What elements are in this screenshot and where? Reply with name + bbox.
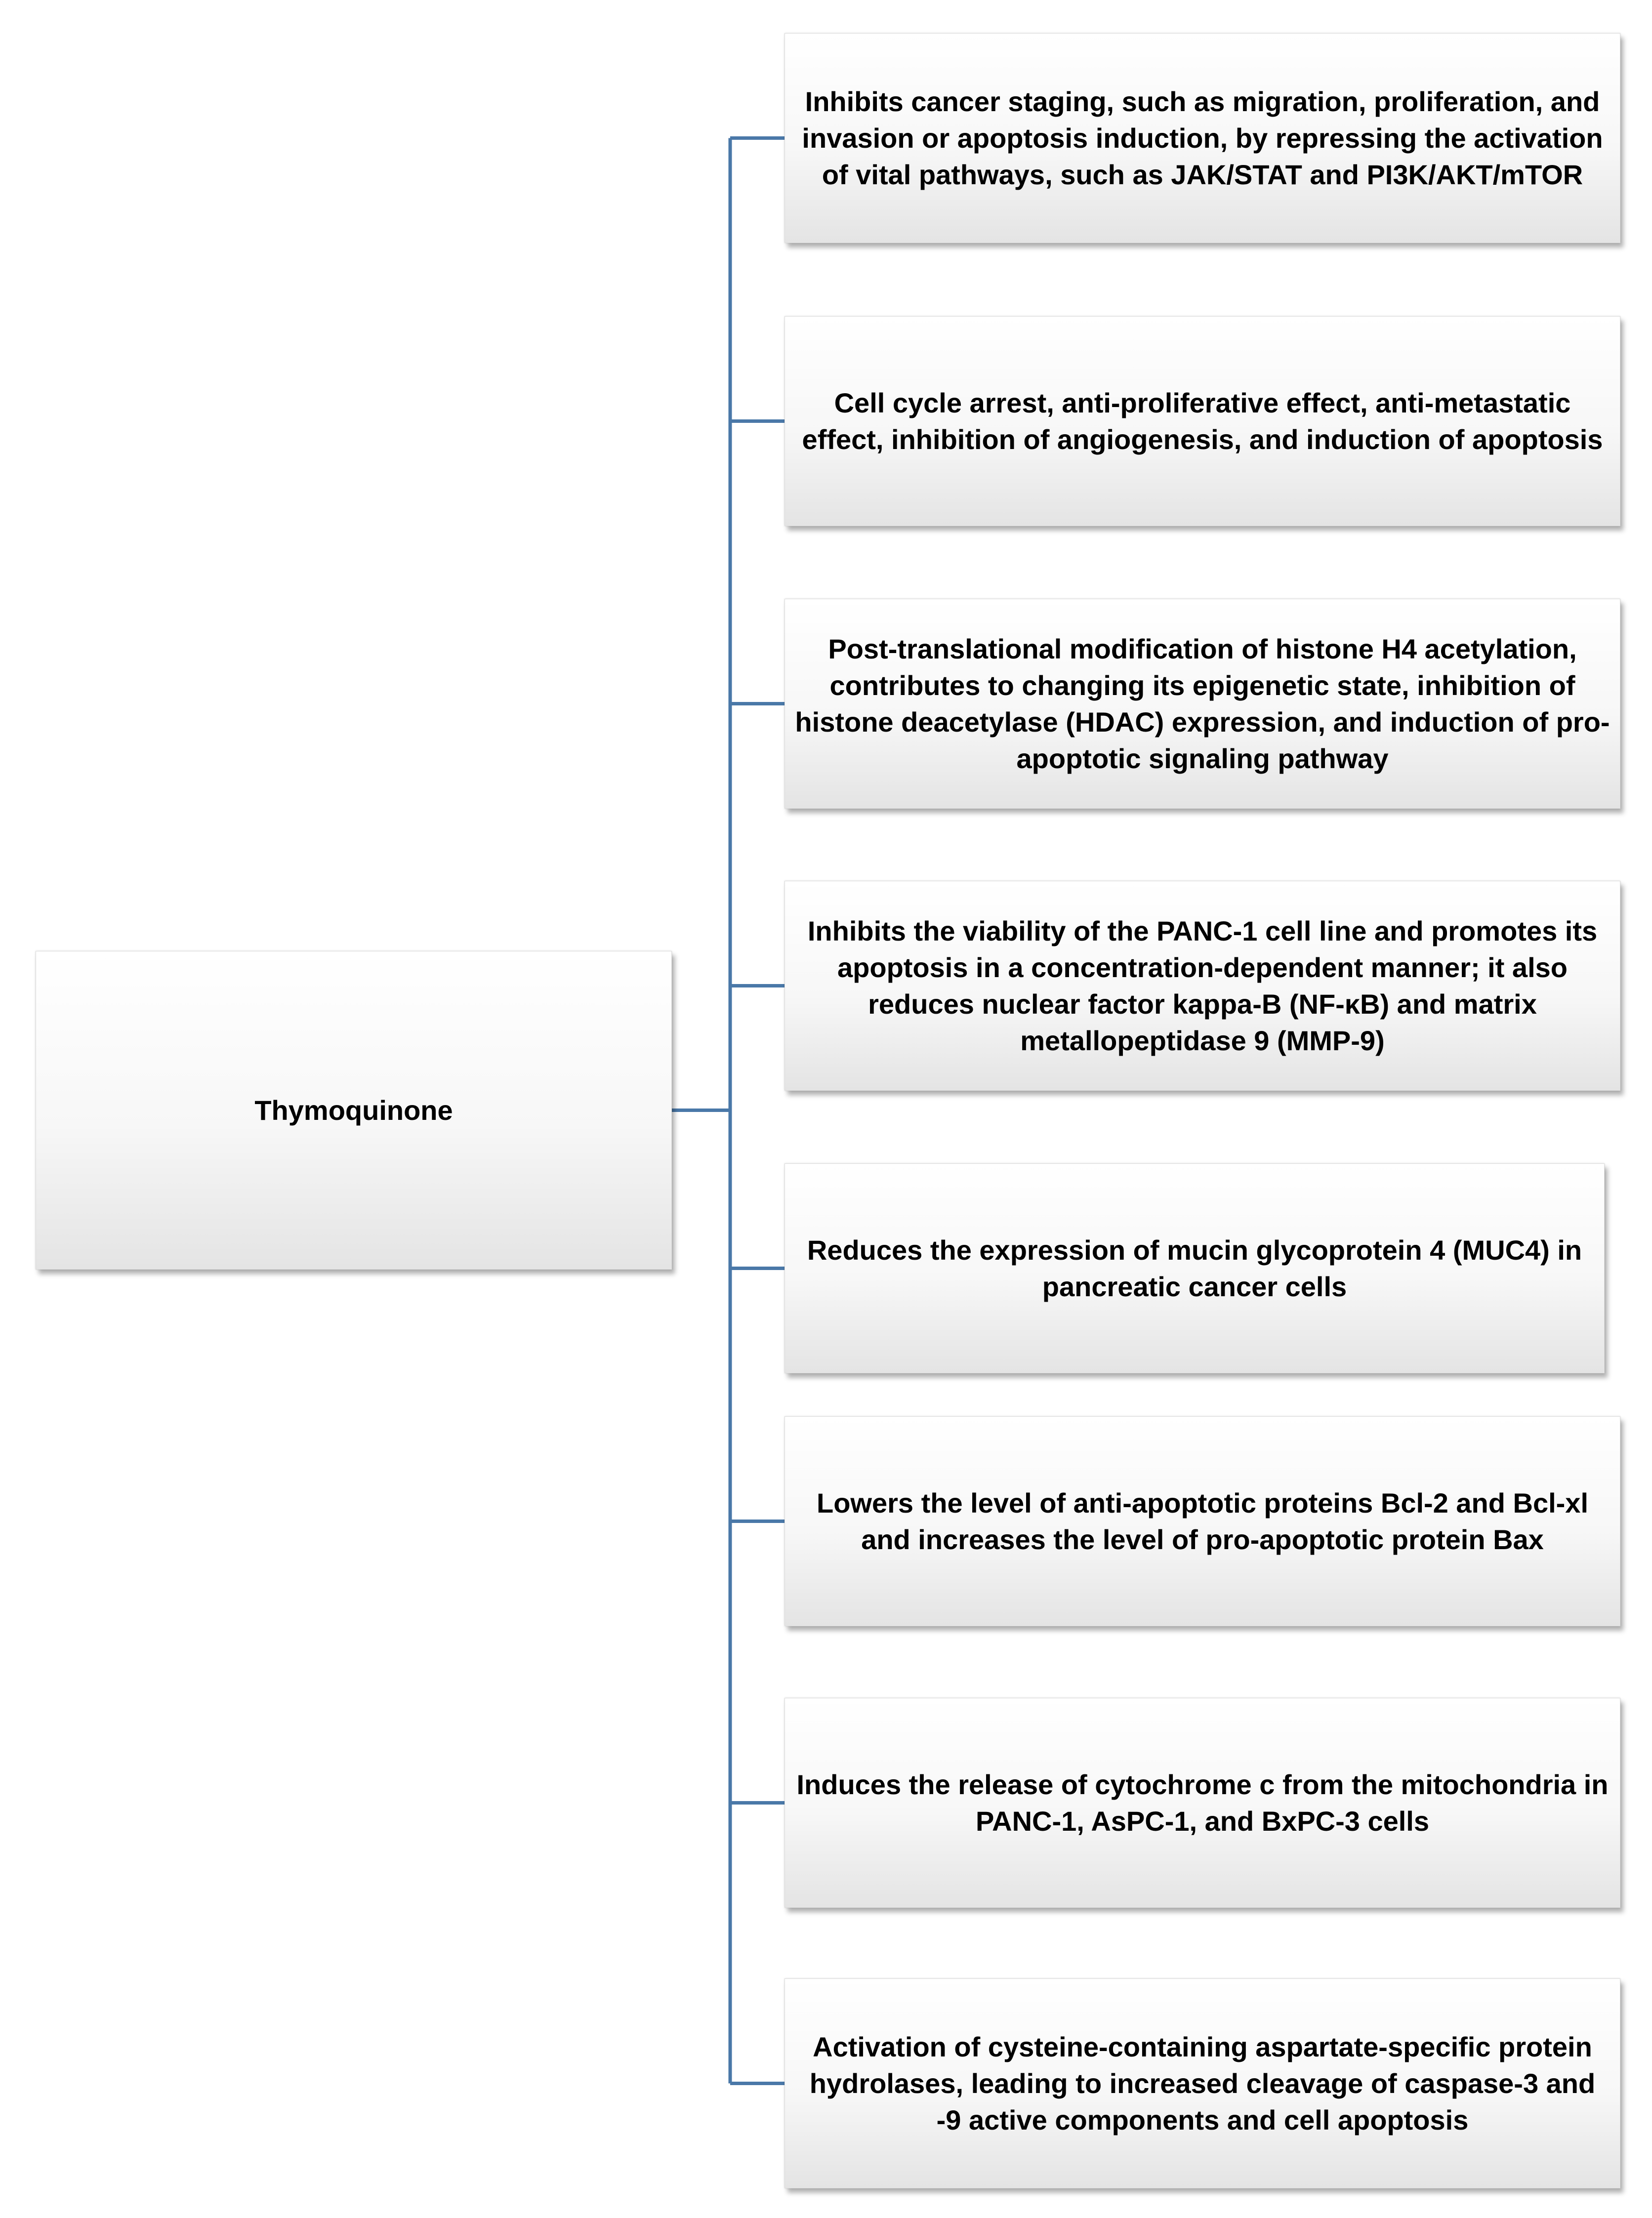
effect-text-8: Activation of cysteine-containing aspartate-specific protein hydrolases, leading to increased cleavage of caspase-3 and -9 active components and cell apoptosis xyxy=(809,2031,1596,2136)
effect-text-4: Inhibits the viability of the PANC-1 cell line and promotes its apoptosis in a concentration-dependent manner; it also reduces nuclear factor kappa-B (NF-κB) and matrix metallopeptidase 9 (MMP-9) xyxy=(807,915,1598,1056)
root-node-label: Thymoquinone xyxy=(254,1094,453,1126)
effect-box-5 xyxy=(785,1163,1605,1373)
effect-box-4 xyxy=(785,881,1620,1091)
effect-box-7 xyxy=(785,1698,1620,1908)
effect-text-1: Inhibits cancer staging, such as migration, proliferation, and invasion or apoptosis induction, by repressing the activation of vital pathways, such as JAK/STAT and PI3K/AKT/mTOR xyxy=(802,85,1603,190)
effect-text-5: Reduces the expression of mucin glycoprotein 4 (MUC4) in pancreatic cancer cells xyxy=(807,1234,1582,1302)
effect-box-8 xyxy=(785,1978,1620,2188)
root-node-thymoquinone xyxy=(36,951,672,1270)
effect-box-6 xyxy=(785,1416,1620,1626)
effect-box-1 xyxy=(785,33,1620,243)
effect-text-6: Lowers the level of anti-apoptotic proteins Bcl-2 and Bcl-xl and increases the level of pro-apoptotic protein Bax xyxy=(816,1487,1588,1555)
effect-box-3 xyxy=(785,599,1620,809)
effect-text-7: Induces the release of cytochrome c from the mitochondria in PANC-1, AsPC-1, and BxPC-3 cells xyxy=(796,1768,1609,1837)
effect-text-3: Post-translational modification of histone H4 acetylation, contributes to changing its epigenetic state, inhibition of histone deacetylase (HDAC) expression, and induction of pro-apoptotic signaling pathway xyxy=(795,633,1610,774)
effect-text-2: Cell cycle arrest, anti-proliferative effect, anti-metastatic effect, inhibition of angiogenesis, and induction of apoptosis xyxy=(802,387,1603,455)
effect-box-2 xyxy=(785,316,1620,526)
